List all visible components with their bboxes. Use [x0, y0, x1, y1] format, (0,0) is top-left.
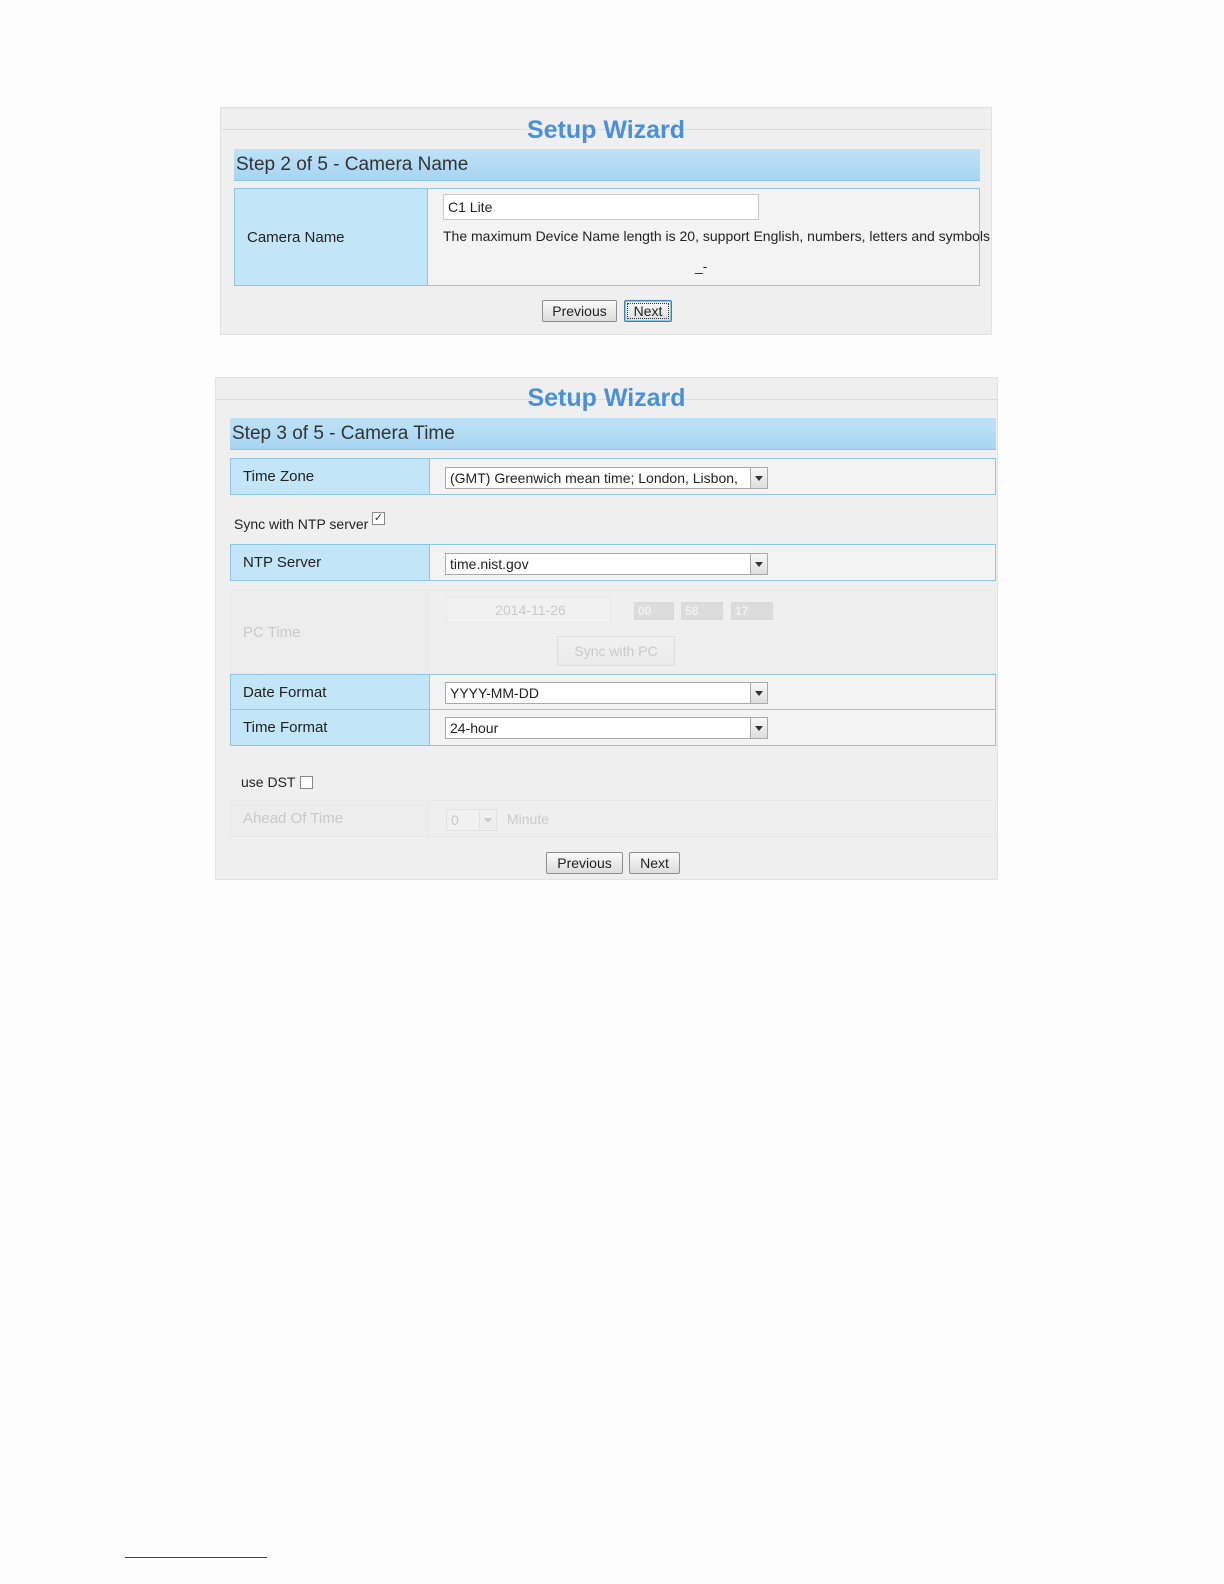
camera-name-row [234, 188, 991, 286]
previous-button[interactable]: Previous [546, 852, 623, 874]
ahead-of-time-select[interactable] [446, 809, 497, 831]
pc-second-select[interactable]: 17 [731, 602, 773, 620]
date-format-select[interactable] [445, 682, 768, 704]
chevron-down-icon[interactable] [750, 554, 767, 574]
time-format-label: Time Format [231, 710, 430, 745]
pc-time-row [230, 590, 996, 674]
ahead-of-time-value: 0 [451, 812, 459, 828]
chevron-down-icon[interactable] [750, 718, 767, 738]
ahead-of-time-label: Ahead Of Time [231, 801, 430, 836]
sync-ntp-checkbox[interactable]: ✓ [373, 512, 384, 524]
camera-name-hint: The maximum Device Name length is 20, support English, numbers, letters and symbols [443, 228, 991, 244]
time-format-row [230, 709, 996, 746]
ntp-server-select[interactable] [445, 553, 768, 575]
camera-name-hint-symbols: _- [695, 258, 708, 274]
chevron-down-icon[interactable] [750, 468, 767, 488]
wizard-title: Setup Wizard [526, 116, 686, 144]
step-header: Step 3 of 5 - Camera Time [230, 418, 996, 450]
date-format-row [230, 674, 996, 710]
sync-with-pc-button[interactable]: Sync with PC [557, 636, 675, 666]
previous-button[interactable]: Previous [542, 300, 617, 322]
next-button[interactable]: Next [629, 852, 680, 874]
ahead-of-time-row [230, 800, 996, 837]
time-zone-row [230, 458, 996, 495]
sync-ntp-label: Sync with NTP server [234, 516, 369, 532]
date-format-label: Date Format [231, 675, 430, 709]
step-header: Step 2 of 5 - Camera Name [234, 149, 980, 181]
ntp-server-label: NTP Server [231, 545, 430, 580]
time-zone-select[interactable] [445, 467, 768, 489]
setup-wizard-step2 [220, 107, 992, 335]
ntp-server-value: time.nist.gov [450, 556, 529, 572]
use-dst-checkbox[interactable] [300, 776, 313, 789]
time-zone-value: (GMT) Greenwich mean time; London, Lisbon, [450, 470, 738, 486]
ntp-server-row [230, 544, 996, 581]
use-dst-label: use DST [241, 774, 296, 790]
wizard-title: Setup Wizard [527, 384, 686, 412]
footnote-separator [125, 1557, 267, 1558]
camera-name-input[interactable]: C1 Lite [443, 194, 759, 220]
time-format-value: 24-hour [450, 720, 499, 736]
time-zone-label: Time Zone [231, 459, 430, 494]
pc-time-label: PC Time [231, 591, 430, 673]
pc-minute-select[interactable]: 58 [681, 602, 723, 620]
minute-label: Minute [507, 811, 550, 827]
time-format-select[interactable] [445, 717, 768, 739]
chevron-down-icon[interactable] [750, 683, 767, 703]
pc-date-input[interactable]: 2014-11-26 [446, 597, 611, 623]
pc-hour-select[interactable]: 00 [634, 602, 674, 620]
setup-wizard-step3 [215, 377, 998, 880]
next-button[interactable]: Next [624, 300, 672, 322]
camera-name-label: Camera Name [235, 189, 428, 285]
chevron-down-icon[interactable] [479, 810, 496, 830]
date-format-value: YYYY-MM-DD [450, 685, 539, 701]
